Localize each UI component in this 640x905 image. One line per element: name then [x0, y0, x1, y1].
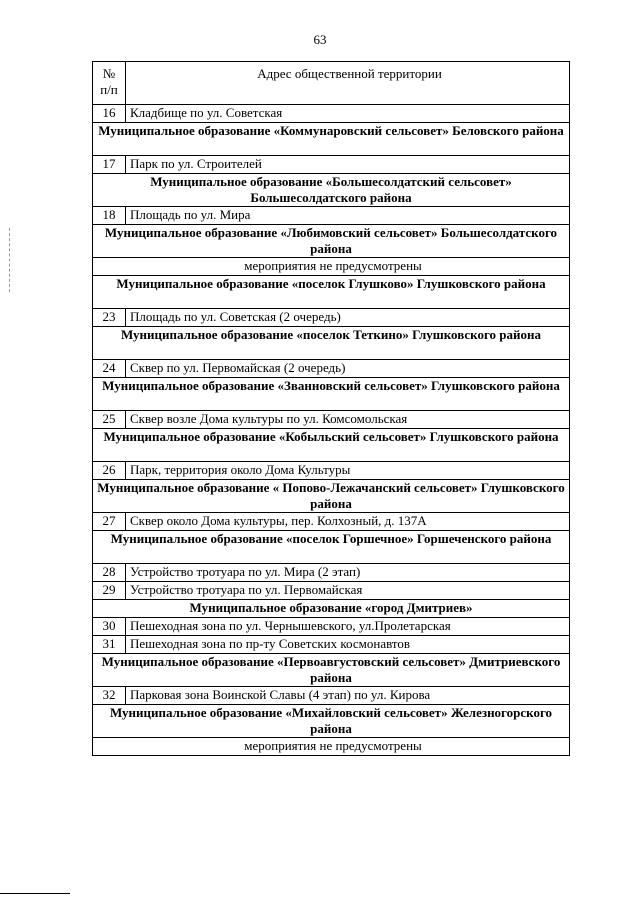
row-address: Сквер около Дома культуры, пер. Колхозный, д. 137А — [126, 513, 570, 531]
column-header-number: № п/п — [93, 62, 126, 105]
footer-rule — [0, 893, 70, 894]
row-address: Сквер возле Дома культуры по ул. Комсомольская — [126, 411, 570, 429]
municipality-title: Муниципальное образование «Званновский сельсовет» Глушковского района — [93, 378, 570, 411]
municipality-title: Муниципальное образование «Коммунаровский сельсовет» Беловского района — [93, 123, 570, 156]
table-row — [93, 636, 570, 654]
row-number: 25 — [93, 411, 126, 429]
row-number: 30 — [93, 618, 126, 636]
table-row — [93, 411, 570, 429]
table-row — [93, 207, 570, 225]
row-number: 27 — [93, 513, 126, 531]
row-address: Кладбище по ул. Советская — [126, 105, 570, 123]
municipality-row — [93, 705, 570, 738]
row-number: 18 — [93, 207, 126, 225]
row-address: Парк, территория около Дома Культуры — [126, 462, 570, 480]
municipality-title: Муниципальное образование «Большесолдатский сельсовет» Большесолдатского района — [93, 174, 570, 207]
territories-table — [92, 61, 570, 756]
table-row — [93, 156, 570, 174]
row-address: Пешеходная зона по пр-ту Советских космонавтов — [126, 636, 570, 654]
note-text: мероприятия не предусмотрены — [93, 258, 570, 276]
table-row — [93, 360, 570, 378]
page-number: 63 — [313, 32, 327, 47]
row-number: 24 — [93, 360, 126, 378]
row-number: 28 — [93, 564, 126, 582]
note-row — [93, 738, 570, 756]
municipality-title: Муниципальное образование «Первоавгустовский сельсовет» Дмитриевского района — [93, 654, 570, 687]
row-number: 32 — [93, 687, 126, 705]
municipality-row — [93, 276, 570, 309]
municipality-title: Муниципальное образование «поселок Глушково» Глушковского района — [93, 276, 570, 309]
municipality-row — [93, 225, 570, 258]
row-address: Площадь по ул. Мира — [126, 207, 570, 225]
note-row — [93, 258, 570, 276]
table-header-row — [93, 62, 570, 105]
municipality-title: Муниципальное образование «город Дмитриев» — [93, 600, 570, 618]
municipality-row — [93, 531, 570, 564]
municipality-row — [93, 654, 570, 687]
municipality-row — [93, 174, 570, 207]
municipality-row — [93, 429, 570, 462]
municipality-row — [93, 123, 570, 156]
note-text: мероприятия не предусмотрены — [93, 738, 570, 756]
table-row — [93, 462, 570, 480]
table-row — [93, 582, 570, 600]
row-number: 23 — [93, 309, 126, 327]
municipality-title: Муниципальное образование «поселок Горшечное» Горшеченского района — [93, 531, 570, 564]
table-row — [93, 309, 570, 327]
row-address: Пешеходная зона по ул. Чернышевского, ул.Пролетарская — [126, 618, 570, 636]
row-number: 31 — [93, 636, 126, 654]
municipality-title: Муниципальное образование «поселок Теткино» Глушковского района — [93, 327, 570, 360]
column-header-address: Адрес общественной территории — [126, 62, 570, 105]
municipality-title: Муниципальное образование «Кобыльский сельсовет» Глушковского района — [93, 429, 570, 462]
row-address: Парковая зона Воинской Славы (4 этап) по ул. Кирова — [126, 687, 570, 705]
row-number: 17 — [93, 156, 126, 174]
table-row — [93, 618, 570, 636]
table-row — [93, 513, 570, 531]
table-row — [93, 687, 570, 705]
row-address: Сквер по ул. Первомайская (2 очередь) — [126, 360, 570, 378]
row-number: 26 — [93, 462, 126, 480]
row-address: Парк по ул. Строителей — [126, 156, 570, 174]
margin-mark — [9, 228, 11, 292]
row-number: 29 — [93, 582, 126, 600]
row-address: Устройство тротуара по ул. Мира (2 этап) — [126, 564, 570, 582]
table-row — [93, 564, 570, 582]
row-address: Площадь по ул. Советская (2 очередь) — [126, 309, 570, 327]
row-address: Устройство тротуара по ул. Первомайская — [126, 582, 570, 600]
municipality-row — [93, 378, 570, 411]
municipality-title: Муниципальное образование « Попово-Лежачанский сельсовет» Глушковского района — [93, 480, 570, 513]
municipality-row — [93, 480, 570, 513]
municipality-row — [93, 327, 570, 360]
municipality-title: Муниципальное образование «Любимовский сельсовет» Большесолдатского района — [93, 225, 570, 258]
municipality-row — [93, 600, 570, 618]
municipality-title: Муниципальное образование «Михайловский сельсовет» Железногорского района — [93, 705, 570, 738]
row-number: 16 — [93, 105, 126, 123]
table-row — [93, 105, 570, 123]
